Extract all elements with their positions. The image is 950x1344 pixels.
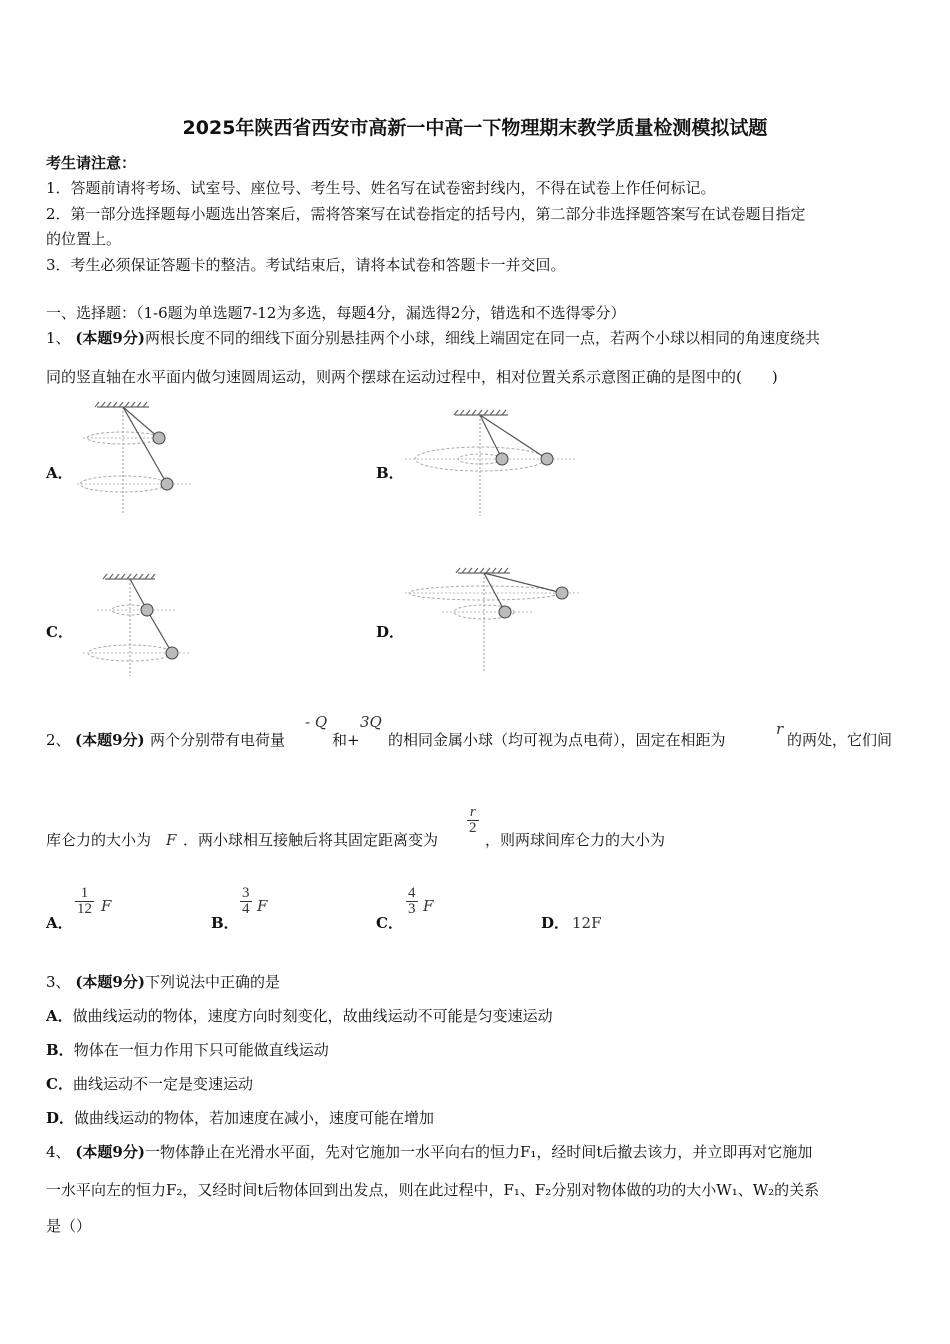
q1-text: 两根长度不同的细线下面分别悬挂两个小球，细线上端固定在同一点，若两个小球以相同的角速度绕共 <box>144 329 820 347</box>
q4-tag: (本题9分) <box>75 1143 145 1161</box>
q2-option-b-var: F <box>257 897 268 915</box>
q2-tag: (本题9分) <box>75 731 145 749</box>
q3-number: 3、 <box>46 973 71 991</box>
q2-text-c: 的两处，它们间 <box>787 731 893 749</box>
figure-option-b <box>400 408 580 520</box>
q3-option-a-label: A． <box>46 1007 73 1025</box>
q3-option-b-label: B． <box>46 1041 74 1059</box>
q2-force-f: F <box>166 831 177 849</box>
q3-option-b-text: 物体在一恒力作用下只可能做直线运动 <box>73 1041 329 1059</box>
notice-item-3: 3．考生必须保证答题卡的整洁。考试结束后，请将本试卷和答题卡一并交回。 <box>46 256 566 274</box>
q2-option-a-label: A． <box>46 914 73 932</box>
q1-line1 <box>46 327 820 348</box>
q4-line2: 一水平向左的恒力F₂，又经时间t后物体回到出发点，则在此过程中，F₁、F₂分别对物体做的功的大小W₁、W₂的关系 <box>46 1181 820 1199</box>
q2-option-c-fraction <box>406 886 418 917</box>
q2-distance-fraction <box>467 805 479 836</box>
q1-option-b-label: B． <box>376 464 404 482</box>
q3-option-c-label: C． <box>46 1075 73 1093</box>
q3-stem <box>46 971 280 992</box>
q4-line3: 是（） <box>46 1217 92 1235</box>
notice-item-2-cont: 的位置上。 <box>46 230 122 248</box>
figure-option-c <box>75 572 205 680</box>
q2-text-and: 和+ <box>332 731 360 749</box>
q1-option-c-label: C． <box>46 623 73 641</box>
q2-line2-a: 库仑力的大小为 <box>46 831 152 849</box>
q4-text-1: 一物体静止在光滑水平面，先对它施加一水平向右的恒力F₁，经时间t后撤去该力，并立即再对它施加 <box>144 1143 813 1161</box>
q2-charge-1: - Q <box>305 713 328 731</box>
q3-option-d <box>46 1107 434 1128</box>
q2-charge-2: 3Q <box>360 713 382 731</box>
q3-option-c-text: 曲线运动不一定是变速运动 <box>72 1075 253 1093</box>
page-title: 2025年陕西省西安市高新一中高一下物理期末教学质量检测模拟试题 <box>182 117 768 139</box>
q1-line2: 同的竖直轴在水平面内做匀速圆周运动，则两个摆球在运动过程中，相对位置关系示意图正确的是图中的( ) <box>46 368 778 386</box>
q2-text-a: 两个分别带有电荷量 <box>150 731 286 749</box>
q1-option-d-label: D． <box>376 623 405 641</box>
q2-option-c-var: F <box>423 897 434 915</box>
q3-tag: (本题9分) <box>75 973 145 991</box>
q2-option-c-num: 4 <box>408 885 416 901</box>
q2-line2-b: ．两小球相互接触后将其固定距离变为 <box>183 831 439 849</box>
q2-number: 2、 <box>46 731 71 749</box>
q2-option-a-num: 1 <box>80 885 89 901</box>
q2-line2-c: ，则两球间库仑力的大小为 <box>485 831 666 849</box>
figure-option-d <box>402 566 587 676</box>
q4-number: 4、 <box>46 1143 71 1161</box>
q2-option-b-den: 4 <box>242 901 250 917</box>
q2-fraction-denominator: 2 <box>469 820 477 836</box>
q2-option-b-fraction <box>240 886 252 917</box>
q3-option-a-text: 做曲线运动的物体，速度方向时刻变化，故曲线运动不可能是匀变速运动 <box>72 1007 553 1025</box>
q2-option-b-label: B． <box>211 914 239 932</box>
q2-option-a-var: F <box>101 897 112 915</box>
q2-distance-r: r <box>776 720 784 738</box>
q2-text-b: 的相同金属小球（均可视为点电荷），固定在相距为 <box>388 731 726 749</box>
q1-number: 1、 <box>46 329 71 347</box>
q2-option-c-den: 3 <box>408 901 416 917</box>
q3-option-a <box>46 1005 553 1026</box>
q4-line1 <box>46 1141 812 1162</box>
notice-item-1: 1．答题前请将考场、试室号、座位号、考生号、姓名写在试卷密封线内，不得在试卷上作任何标记。 <box>46 179 716 197</box>
q3-option-b <box>46 1039 329 1060</box>
q2-fraction-numerator: r <box>469 804 476 820</box>
q2-option-b-num: 3 <box>242 885 250 901</box>
section-heading: 一、选择题：（1-6题为单选题7-12为多选，每题4分，漏选得2分，错选和不选得零分） <box>46 304 626 322</box>
q3-option-c <box>46 1073 253 1094</box>
notice-item-2: 2．第一部分选择题每小题选出答案后，需将答案写在试卷指定的括号内，第二部分非选择题答案写在试卷题目指定 <box>46 205 806 223</box>
q2-option-d-label: D． <box>541 914 570 932</box>
q3-option-d-text: 做曲线运动的物体，若加速度在减小，速度可能在增加 <box>74 1109 435 1127</box>
q1-option-a-label: A． <box>46 464 73 482</box>
q3-option-d-label: D． <box>46 1109 75 1127</box>
q2-option-a-fraction <box>75 886 94 917</box>
q1-tag: (本题9分) <box>75 329 145 347</box>
q2-option-a-den: 12 <box>77 901 92 917</box>
notice-heading: 考生请注意： <box>46 154 137 172</box>
q2-option-d-expr: 12F <box>572 914 602 932</box>
q3-text: 下列说法中正确的是 <box>144 973 280 991</box>
figure-option-a <box>75 400 205 520</box>
q2-option-c-label: C． <box>376 914 403 932</box>
